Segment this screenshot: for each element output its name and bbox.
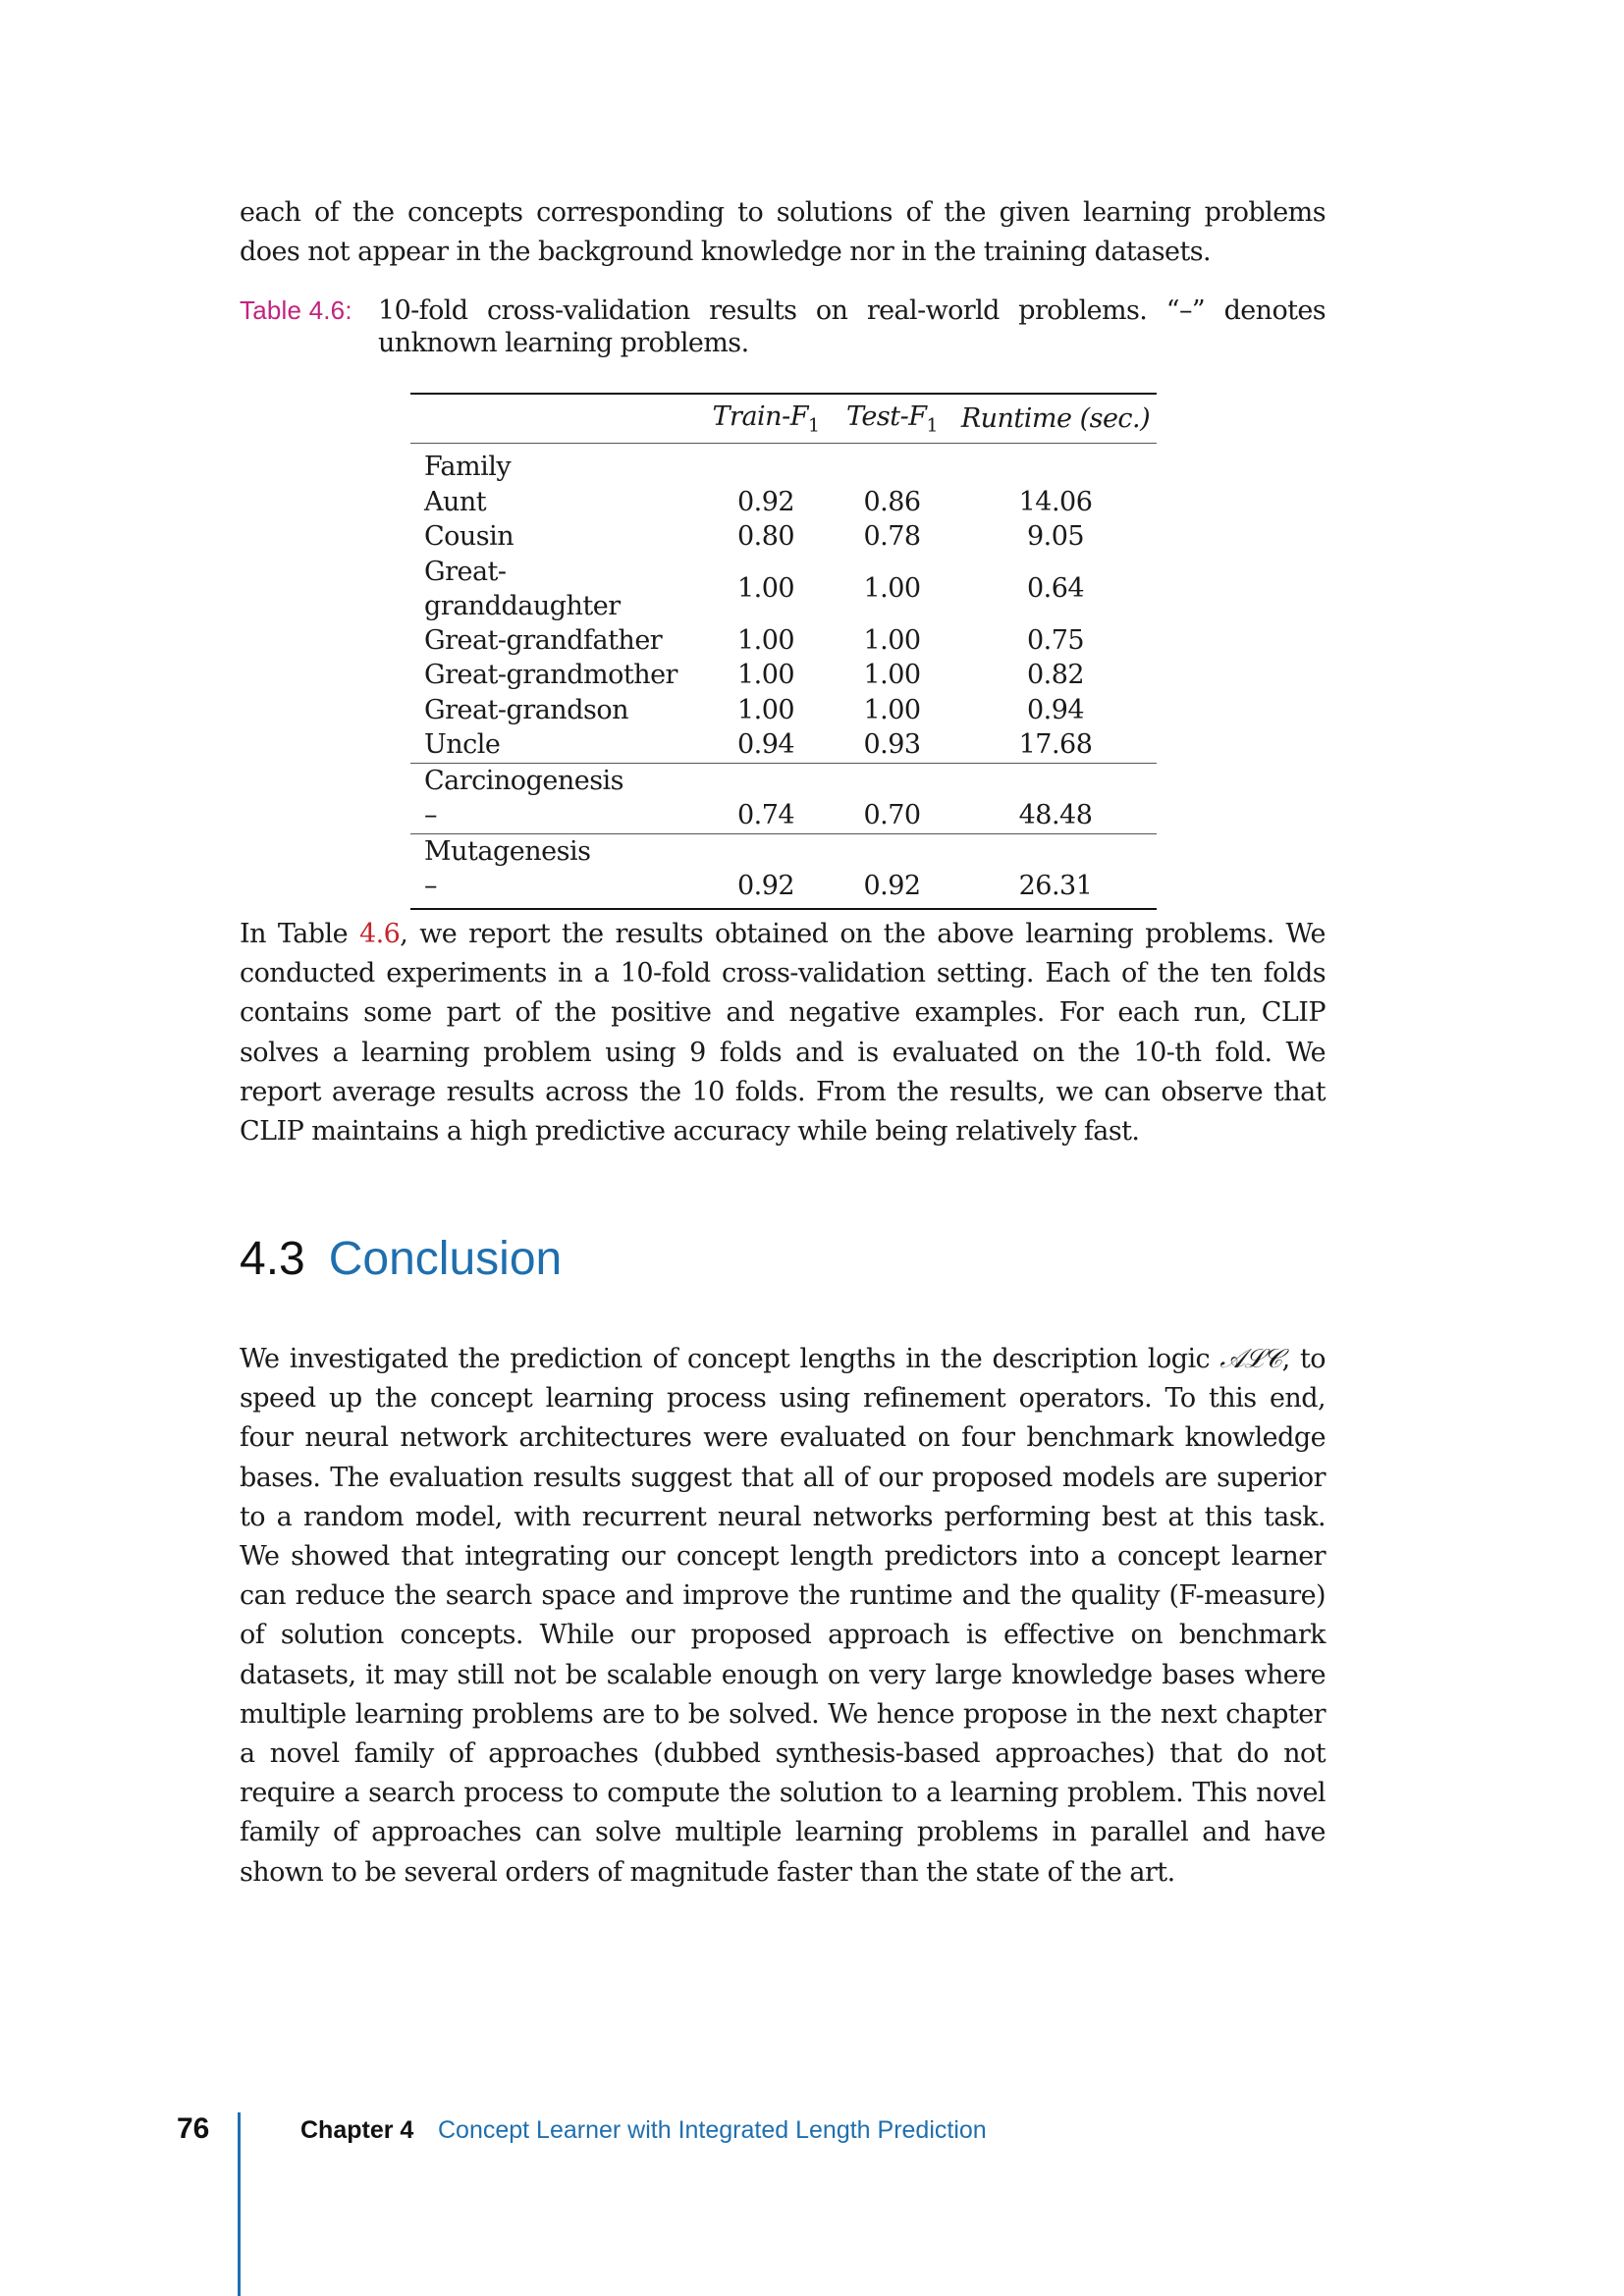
header-test-subscript: 1 bbox=[926, 414, 938, 437]
table-header-row bbox=[410, 394, 1157, 444]
row-test-f1: 0.86 bbox=[863, 486, 921, 517]
row-test-f1: 1.00 bbox=[863, 694, 921, 725]
group-header-row bbox=[410, 444, 1157, 485]
results-table bbox=[410, 393, 1157, 910]
row-label: Great-grandmother bbox=[424, 660, 677, 691]
row-test-f1: 0.93 bbox=[830, 727, 954, 763]
page-number: 76 bbox=[177, 2112, 210, 2145]
row-test-f1: 1.00 bbox=[863, 624, 921, 656]
table-row bbox=[410, 869, 1157, 909]
row-runtime: 0.94 bbox=[1026, 694, 1085, 725]
row-test-f1: 0.78 bbox=[863, 521, 921, 553]
table-row bbox=[410, 727, 1157, 763]
row-test-f1: 1.00 bbox=[863, 660, 921, 691]
row-label: – bbox=[410, 869, 702, 909]
row-train-f1: 0.80 bbox=[736, 521, 795, 553]
row-runtime: 0.82 bbox=[1026, 660, 1085, 691]
header-train-text: Train-F bbox=[712, 400, 808, 432]
header-train-subscript: 1 bbox=[807, 414, 820, 437]
row-train-f1: 0.94 bbox=[702, 727, 830, 763]
row-train-f1: 1.00 bbox=[736, 624, 795, 656]
table-row bbox=[410, 798, 1157, 833]
group-name: Carcinogenesis bbox=[424, 765, 624, 796]
chapter-title-link[interactable]: Concept Learner with Integrated Length Prediction bbox=[438, 2116, 987, 2144]
row-runtime: 0.75 bbox=[1026, 624, 1085, 656]
table-row bbox=[410, 519, 1157, 555]
header-runtime: Runtime (sec.) bbox=[954, 394, 1157, 444]
conclusion-text-start: We investigated the prediction of concept lengths in the description logic bbox=[240, 1344, 1220, 1374]
table-row bbox=[410, 555, 1157, 623]
row-test-f1: 0.70 bbox=[830, 798, 954, 833]
row-label: Great-granddaughter bbox=[424, 556, 621, 621]
row-runtime: 0.64 bbox=[1026, 573, 1085, 604]
table-row bbox=[410, 693, 1157, 728]
row-train-f1: 0.74 bbox=[702, 798, 830, 833]
row-test-f1: 0.92 bbox=[830, 869, 954, 909]
section-title: Conclusion bbox=[328, 1233, 563, 1285]
footer-divider bbox=[238, 2112, 241, 2296]
group-header-row bbox=[410, 833, 1157, 869]
row-runtime: 48.48 bbox=[954, 798, 1157, 833]
row-label: Cousin bbox=[424, 521, 514, 553]
table-row bbox=[410, 623, 1157, 659]
caption-label: Table 4.6: bbox=[240, 295, 352, 325]
table-reference-link[interactable]: 4.6 bbox=[358, 919, 401, 949]
page-footer bbox=[0, 2101, 1624, 2296]
intro-paragraph: each of the concepts corresponding to solutions of the given learning problems does not appear in the background knowledge nor in the training datasets. bbox=[240, 197, 1326, 268]
row-label: – bbox=[410, 798, 702, 833]
conclusion-text-rest: , to speed up the concept learning process using refinement operators. To this end, four neural network architectures were evaluated on four benchmark knowledge bases. The evaluation results suggest that all of our proposed models are superior to a random model, with recurrent neural networks performing best at this task. We showed that integrating our concept length predictors into a concept learner can reduce the search space and improve the runtime and the quality (F-measure) of solution concepts. While our proposed approach is effective on benchmark datasets, it may still not be scalable enough on very large knowledge bases where multiple learning problems are to be solved. We hence propose in the next chapter a novel family of approaches (dubbed synthesis-based approaches) that do not require a search process to compute the solution to a learning problem. This novel family of approaches can solve multiple learning problems in parallel and have shown to be several orders of magnitude faster than the state of the art. bbox=[240, 1344, 1326, 1888]
row-train-f1: 1.00 bbox=[736, 694, 795, 725]
group-name: Mutagenesis bbox=[424, 835, 591, 867]
row-label: Uncle bbox=[410, 727, 702, 763]
caption-text: 10-fold cross-validation results on real-world problems. “–” denotes unknown learning problems. bbox=[378, 295, 1326, 358]
table-row bbox=[410, 658, 1157, 693]
row-label: Great-grandson bbox=[424, 694, 628, 725]
row-runtime: 14.06 bbox=[1018, 486, 1093, 517]
description-logic-name: 𝒜ℒ𝒞 bbox=[1219, 1344, 1282, 1374]
row-test-f1: 1.00 bbox=[863, 573, 921, 604]
row-runtime: 26.31 bbox=[954, 869, 1157, 909]
header-test-text: Test-F bbox=[846, 400, 927, 432]
header-train-f1 bbox=[702, 394, 830, 444]
chapter-label: Chapter 4 bbox=[300, 2116, 414, 2144]
section-number: 4.3 bbox=[240, 1233, 305, 1285]
row-label: Great-grandfather bbox=[424, 624, 663, 656]
header-test-f1 bbox=[830, 394, 954, 444]
group-header-row bbox=[410, 763, 1157, 798]
row-label: Aunt bbox=[424, 486, 487, 517]
row-runtime: 17.68 bbox=[954, 727, 1157, 763]
results-paragraph bbox=[240, 915, 1326, 1151]
group-name: Family bbox=[424, 452, 512, 483]
conclusion-paragraph bbox=[240, 1340, 1326, 1893]
header-label-column bbox=[410, 394, 702, 444]
row-train-f1: 1.00 bbox=[736, 573, 795, 604]
table-row bbox=[410, 485, 1157, 520]
row-train-f1: 0.92 bbox=[736, 486, 795, 517]
row-runtime: 9.05 bbox=[1026, 521, 1085, 553]
row-train-f1: 1.00 bbox=[736, 660, 795, 691]
row-train-f1: 0.92 bbox=[702, 869, 830, 909]
results-text-start: In Table bbox=[240, 919, 359, 949]
section-heading bbox=[240, 1232, 562, 1287]
results-text-rest: , we report the results obtained on the above learning problems. We conducted experiments in a 10-fold cross-validation setting. Each of the ten folds contains some part of the positive and negative examples. For each run, CLIP solves a learning problem using 9 folds and is evaluated on the 10-th fold. We report average results across the 10 folds. From the results, we can observe that CLIP maintains a high predictive accuracy while being relatively fast. bbox=[240, 919, 1326, 1148]
